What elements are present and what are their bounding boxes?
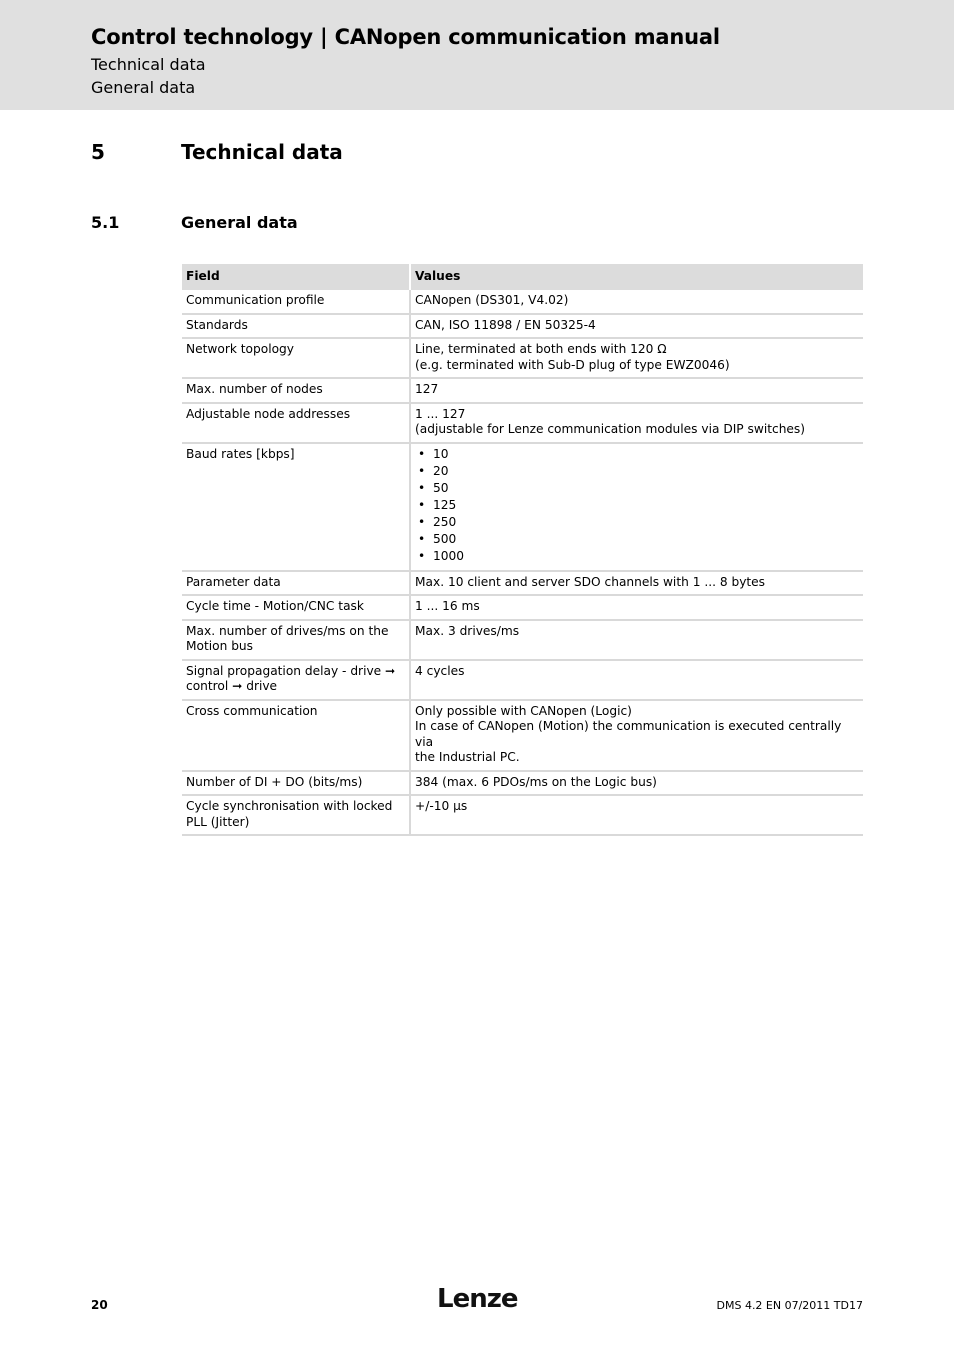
field-text: Network topology: [186, 342, 294, 356]
field-cell: [182, 290, 411, 315]
field-text: PLL (Jitter): [186, 814, 250, 829]
value-cell: [411, 444, 863, 572]
field-text: Parameter data: [186, 574, 281, 589]
field-cell: [182, 315, 411, 340]
field-text: Cycle time - Motion/CNC task: [186, 599, 364, 613]
value-cell: [411, 339, 863, 379]
value-text: In case of CANopen (Motion) the communication is executed centrally via: [415, 719, 842, 749]
value-cell: [411, 661, 863, 701]
table-row: [182, 404, 863, 444]
field-text: Adjustable node addresses: [186, 406, 351, 421]
field-text: Max. number of nodes: [186, 382, 323, 396]
field-text: Max. number of drives/ms on the: [186, 623, 389, 638]
field-cell: [182, 701, 411, 772]
table-row: [182, 772, 863, 797]
value-cell: [411, 772, 863, 797]
value-cell: [411, 404, 863, 444]
field-cell: [182, 379, 411, 404]
value-cell: [411, 596, 863, 621]
table-row: [182, 572, 863, 597]
field-text: control ➞ drive: [186, 679, 278, 693]
value-cell: [411, 621, 863, 661]
field-cell: [182, 796, 411, 836]
value-text: 127: [415, 382, 439, 396]
header-section: General data: [91, 78, 196, 97]
value-cell: [411, 315, 863, 340]
field-cell: [182, 572, 411, 597]
table-row: [182, 596, 863, 621]
manual-title: Control technology | CANopen communication manual: [91, 25, 720, 49]
value-cell: [411, 572, 863, 597]
header-chapter: Technical data: [91, 55, 206, 74]
field-text: Standards: [186, 317, 248, 332]
field-cell: [182, 596, 411, 621]
field-text: Communication profile: [186, 293, 325, 307]
value-text: +/-10 µs: [415, 799, 468, 813]
list-item: • 20: [415, 464, 859, 481]
document-reference: DMS 4.2 EN 07/2011 TD17: [716, 1299, 863, 1312]
table-row: [182, 621, 863, 661]
table-row: [182, 339, 863, 379]
field-text: Cross communication: [186, 703, 318, 718]
column-header-field: Field: [182, 264, 411, 290]
value-text: (e.g. terminated with Sub-D plug of type EWZ0046): [415, 357, 730, 372]
field-text: Number of DI + DO (bits/ms): [186, 774, 363, 789]
value-text: Only possible with CANopen (Logic): [415, 703, 632, 718]
field-text: Signal propagation delay - drive ➞: [186, 663, 396, 678]
field-cell: [182, 404, 411, 444]
value-text: 384 (max. 6 PDOs/ms on the Logic bus): [415, 774, 657, 789]
value-text: 4 cycles: [415, 663, 465, 678]
value-text: the Industrial PC.: [415, 750, 520, 764]
page-header: [0, 0, 954, 110]
field-cell: [182, 444, 411, 572]
value-text: CAN, ISO 11898 / EN 50325-4: [415, 317, 596, 332]
table-header-row: [182, 264, 863, 290]
table-row: [182, 796, 863, 836]
field-cell: [182, 661, 411, 701]
value-cell: [411, 379, 863, 404]
list-item: • 1000: [415, 549, 859, 566]
lenze-logo: Lenze: [437, 1284, 518, 1314]
value-text: Max. 3 drives/ms: [415, 623, 520, 638]
value-text: 1 ... 127: [415, 406, 466, 421]
field-text: Motion bus: [186, 639, 254, 653]
value-text: CANopen (DS301, V4.02): [415, 293, 569, 307]
value-text: Line, terminated at both ends with 120 Ω: [415, 342, 667, 356]
section-title: Technical data: [181, 140, 343, 164]
field-cell: [182, 621, 411, 661]
page-number: 20: [91, 1298, 108, 1312]
list-item: • 500: [415, 532, 859, 549]
field-text: Cycle synchronisation with locked: [186, 799, 393, 813]
list-item: • 250: [415, 515, 859, 532]
list-item: • 10: [415, 447, 859, 464]
section-number: 5: [91, 140, 105, 164]
subsection-title: General data: [181, 213, 298, 232]
field-text: Baud rates [kbps]: [186, 446, 295, 461]
value-cell: [411, 701, 863, 772]
field-cell: [182, 772, 411, 797]
baud-rate-list: [415, 447, 859, 566]
table-row: [182, 444, 863, 572]
table-row: [182, 701, 863, 772]
subsection-number: 5.1: [91, 213, 120, 232]
value-text: (adjustable for Lenze communication modules via DIP switches): [415, 422, 806, 436]
table-row: [182, 315, 863, 340]
value-text: Max. 10 client and server SDO channels with 1 ... 8 bytes: [415, 574, 766, 589]
table-row: [182, 379, 863, 404]
table-row: [182, 661, 863, 701]
general-data-table: [182, 264, 863, 836]
value-text: 1 ... 16 ms: [415, 599, 480, 613]
field-cell: [182, 339, 411, 379]
table-row: [182, 290, 863, 315]
list-item: • 50: [415, 481, 859, 498]
value-cell: [411, 796, 863, 836]
column-header-values: Values: [411, 264, 863, 290]
value-cell: [411, 290, 863, 315]
list-item: • 125: [415, 498, 859, 515]
